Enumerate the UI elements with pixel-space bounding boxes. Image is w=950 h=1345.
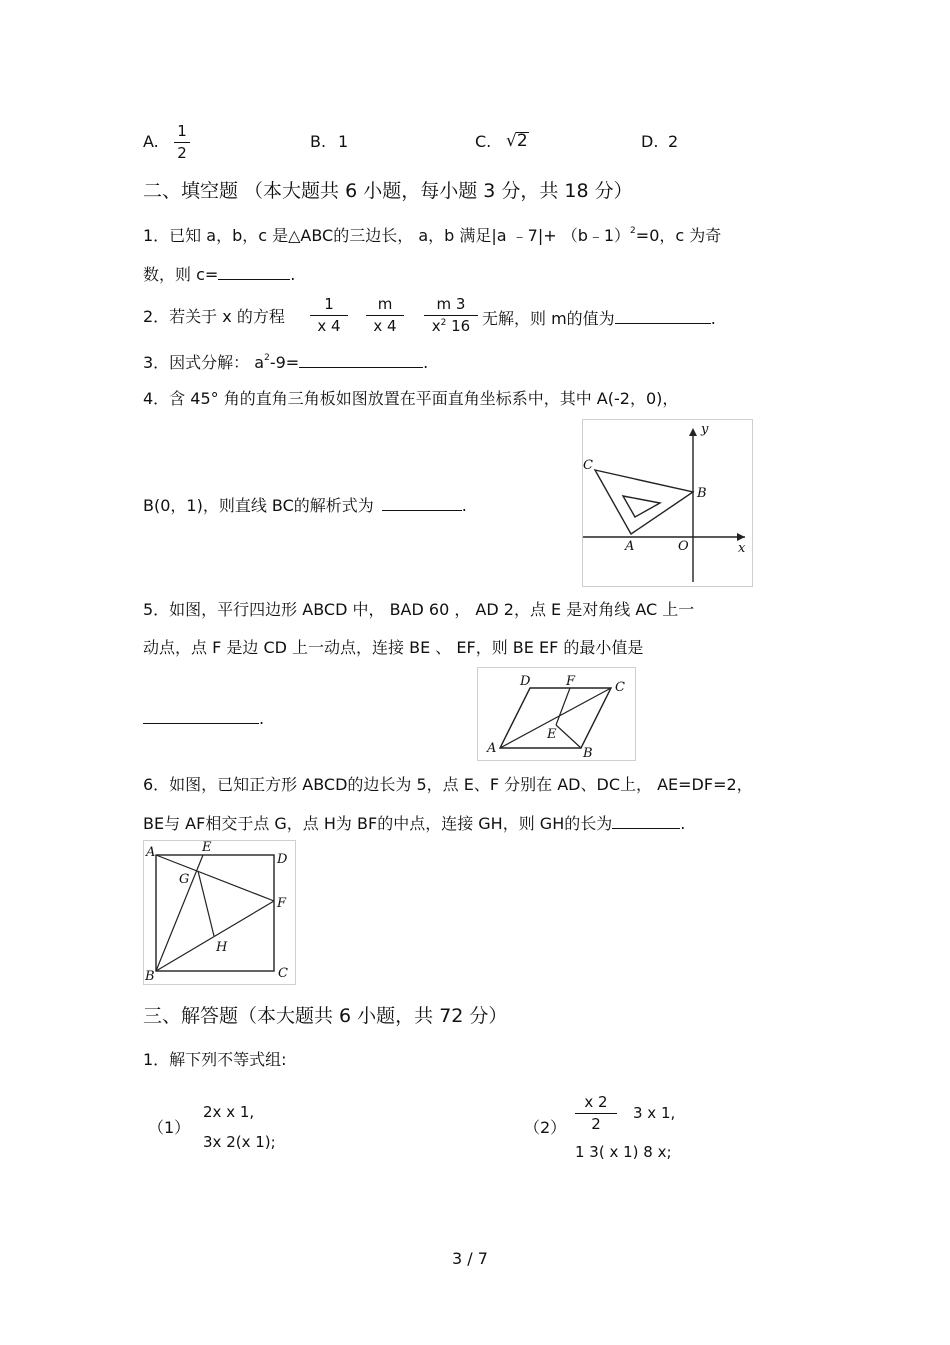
q3-exponent: 2 — [264, 353, 270, 363]
q3-answer-blank[interactable] — [299, 353, 423, 368]
q5-figure — [477, 667, 636, 761]
section-2-heading: 二、填空题 （本大题共 6 小题，每小题 3 分，共 18 分） — [143, 180, 633, 202]
q5-line-2: 动点，点 F 是边 CD 上一动点，连接 BE 、 EF，则 BE EF 的最小值是 — [143, 638, 644, 657]
q2-answer-blank[interactable] — [615, 309, 711, 324]
choice-b-value: 1 — [338, 132, 349, 151]
q4-label-x: x — [738, 541, 746, 556]
q6-answer-blank[interactable] — [612, 814, 680, 829]
q2-f2-den: x 4 — [373, 317, 397, 335]
q2-f3-den-rest: 16 — [446, 317, 471, 335]
q6-label-f: F — [277, 896, 287, 911]
q5-label-f: F — [566, 674, 576, 689]
choice-d-value: 2 — [668, 132, 679, 151]
q6-label-d: D — [277, 852, 288, 867]
q6-label-c: C — [278, 966, 288, 981]
choice-c-sqrt — [506, 132, 529, 150]
choice-a-label: A. — [143, 132, 159, 151]
q2-f1-num: 1 — [324, 295, 334, 313]
q5-label-e: E — [547, 727, 557, 742]
q4-line-1: 4．含 45° 角的直角三角板如图放置在平面直角坐标系中，其中 A(-2，0)， — [143, 389, 679, 408]
q6-period: . — [680, 814, 686, 833]
q6-line-2 — [143, 814, 685, 832]
q6-label-g: G — [179, 872, 190, 887]
radical-sign: √ — [506, 131, 517, 151]
p1-sub2-num: x 2 — [584, 1093, 608, 1111]
q6-figure — [143, 840, 296, 985]
q2-suffix: 无解，则 m的值为 — [482, 309, 615, 328]
q2-fraction-1 — [310, 297, 348, 334]
choice-d-label: D. — [641, 132, 659, 151]
q4-period: . — [461, 496, 467, 515]
q2-f3-den-exp: 2 — [440, 318, 447, 328]
q4-label-y: y — [701, 422, 709, 437]
q1-answer-prefix: 数，则 c= — [143, 265, 219, 284]
q6-text: BE与 AF相交于点 G，点 H为 BF的中点，连接 GH，则 GH的长为 — [143, 814, 613, 833]
q6-label-e: E — [202, 841, 212, 855]
page-number: 3 / 7 — [452, 1249, 488, 1268]
q1-line-1 — [143, 228, 721, 244]
q5-segment-eb — [556, 725, 581, 748]
q2-f1-den: x 4 — [317, 317, 341, 335]
q3-text-2: -9= — [269, 353, 300, 372]
q5-parallelogram-diagram — [478, 668, 635, 760]
q5-label-b: B — [583, 746, 593, 760]
q1-period: . — [290, 265, 296, 284]
q4-label-o: O — [678, 539, 689, 554]
p1-sub2-label: （2） — [524, 1118, 567, 1137]
q4-line-2 — [143, 496, 467, 514]
choice-c-label: C. — [475, 132, 492, 151]
q2-f3-den-x: x — [431, 317, 441, 335]
q5-label-c: C — [615, 680, 625, 695]
choice-a-numerator: 1 — [177, 122, 187, 140]
p1-sub2-line2: 1 3( x 1) 8 x; — [575, 1143, 672, 1161]
q2-fraction-2 — [366, 297, 404, 334]
q3-line — [143, 353, 428, 371]
q3-text: 3．因式分解： a — [143, 353, 265, 372]
q6-label-h: H — [216, 940, 228, 955]
q5-answer-blank[interactable] — [143, 709, 259, 724]
q6-segment-bf — [156, 901, 274, 971]
q6-segment-af — [156, 855, 274, 901]
q5-label-a: A — [487, 741, 497, 756]
q4-text: B(0，1)，则直线 BC的解析式为 — [143, 496, 374, 515]
q5-period: . — [259, 709, 265, 728]
q1-text: 1．已知 a，b，c 是△ABC的三边长， a，b 满足|a ﹣7|+ （b﹣1） — [143, 226, 631, 245]
q4-coordinate-plot — [583, 420, 752, 586]
q2-f2-num: m — [377, 295, 393, 313]
q6-line-1: 6．如图，已知正方形 ABCD的边长为 5，点 E、F 分别在 AD、DC上， AE=DF=2， — [143, 775, 753, 794]
q2-f3-num: m 3 — [436, 295, 466, 313]
p1-sub2-line1-rest: 3 x 1, — [633, 1104, 676, 1122]
choice-a-fraction — [174, 124, 190, 161]
q6-label-a: A — [146, 845, 156, 860]
q2-suffix-line — [482, 309, 716, 327]
q6-square — [156, 855, 274, 971]
choice-b-label: B. — [310, 132, 327, 151]
q4-answer-blank[interactable] — [382, 496, 462, 511]
q4-label-c: C — [583, 458, 593, 473]
q4-x-arrow — [737, 533, 745, 541]
q5-answer-line — [143, 709, 264, 727]
choice-c-value: 2 — [516, 131, 528, 151]
q2-prefix: 2．若关于 x 的方程 — [143, 307, 285, 326]
choice-a-denominator: 2 — [177, 144, 187, 162]
q1-exponent: 2 — [630, 226, 636, 236]
q1-text-2: =0，c 为奇 — [635, 226, 722, 245]
q4-label-a: A — [625, 539, 635, 554]
q4-y-arrow — [689, 428, 697, 436]
q4-inner-triangle — [623, 496, 660, 517]
p1-instruction: 1．解下列不等式组: — [143, 1050, 287, 1069]
p1-sub1-line2: 3x 2(x 1); — [203, 1133, 276, 1151]
q1-answer-blank[interactable] — [218, 265, 290, 280]
q2-period: . — [710, 309, 716, 328]
q5-label-d: D — [520, 674, 531, 689]
q5-line-1: 5．如图，平行四边形 ABCD 中， BAD 60 ， AD 2，点 E 是对角线 AC 上一 — [143, 600, 695, 619]
q6-label-b: B — [145, 969, 155, 984]
q4-figure — [582, 419, 753, 587]
section-3-heading: 三、解答题（本大题共 6 小题，共 72 分） — [143, 1005, 508, 1027]
q2-fraction-3 — [424, 297, 478, 334]
p1-sub2-den: 2 — [591, 1115, 601, 1133]
q4-outer-triangle — [595, 470, 693, 534]
q5-segment-fe — [556, 688, 570, 725]
p1-sub1-label: （1） — [148, 1118, 191, 1137]
q6-segment-gh — [198, 871, 214, 936]
q6-square-diagram — [144, 841, 295, 984]
q3-period: . — [423, 353, 429, 372]
q4-label-b: B — [697, 486, 707, 501]
p1-sub1-line1: 2x x 1, — [203, 1103, 255, 1121]
q2-f3-den — [424, 319, 478, 334]
p1-sub2-fraction — [575, 1095, 617, 1132]
q1-line-2 — [143, 265, 295, 283]
